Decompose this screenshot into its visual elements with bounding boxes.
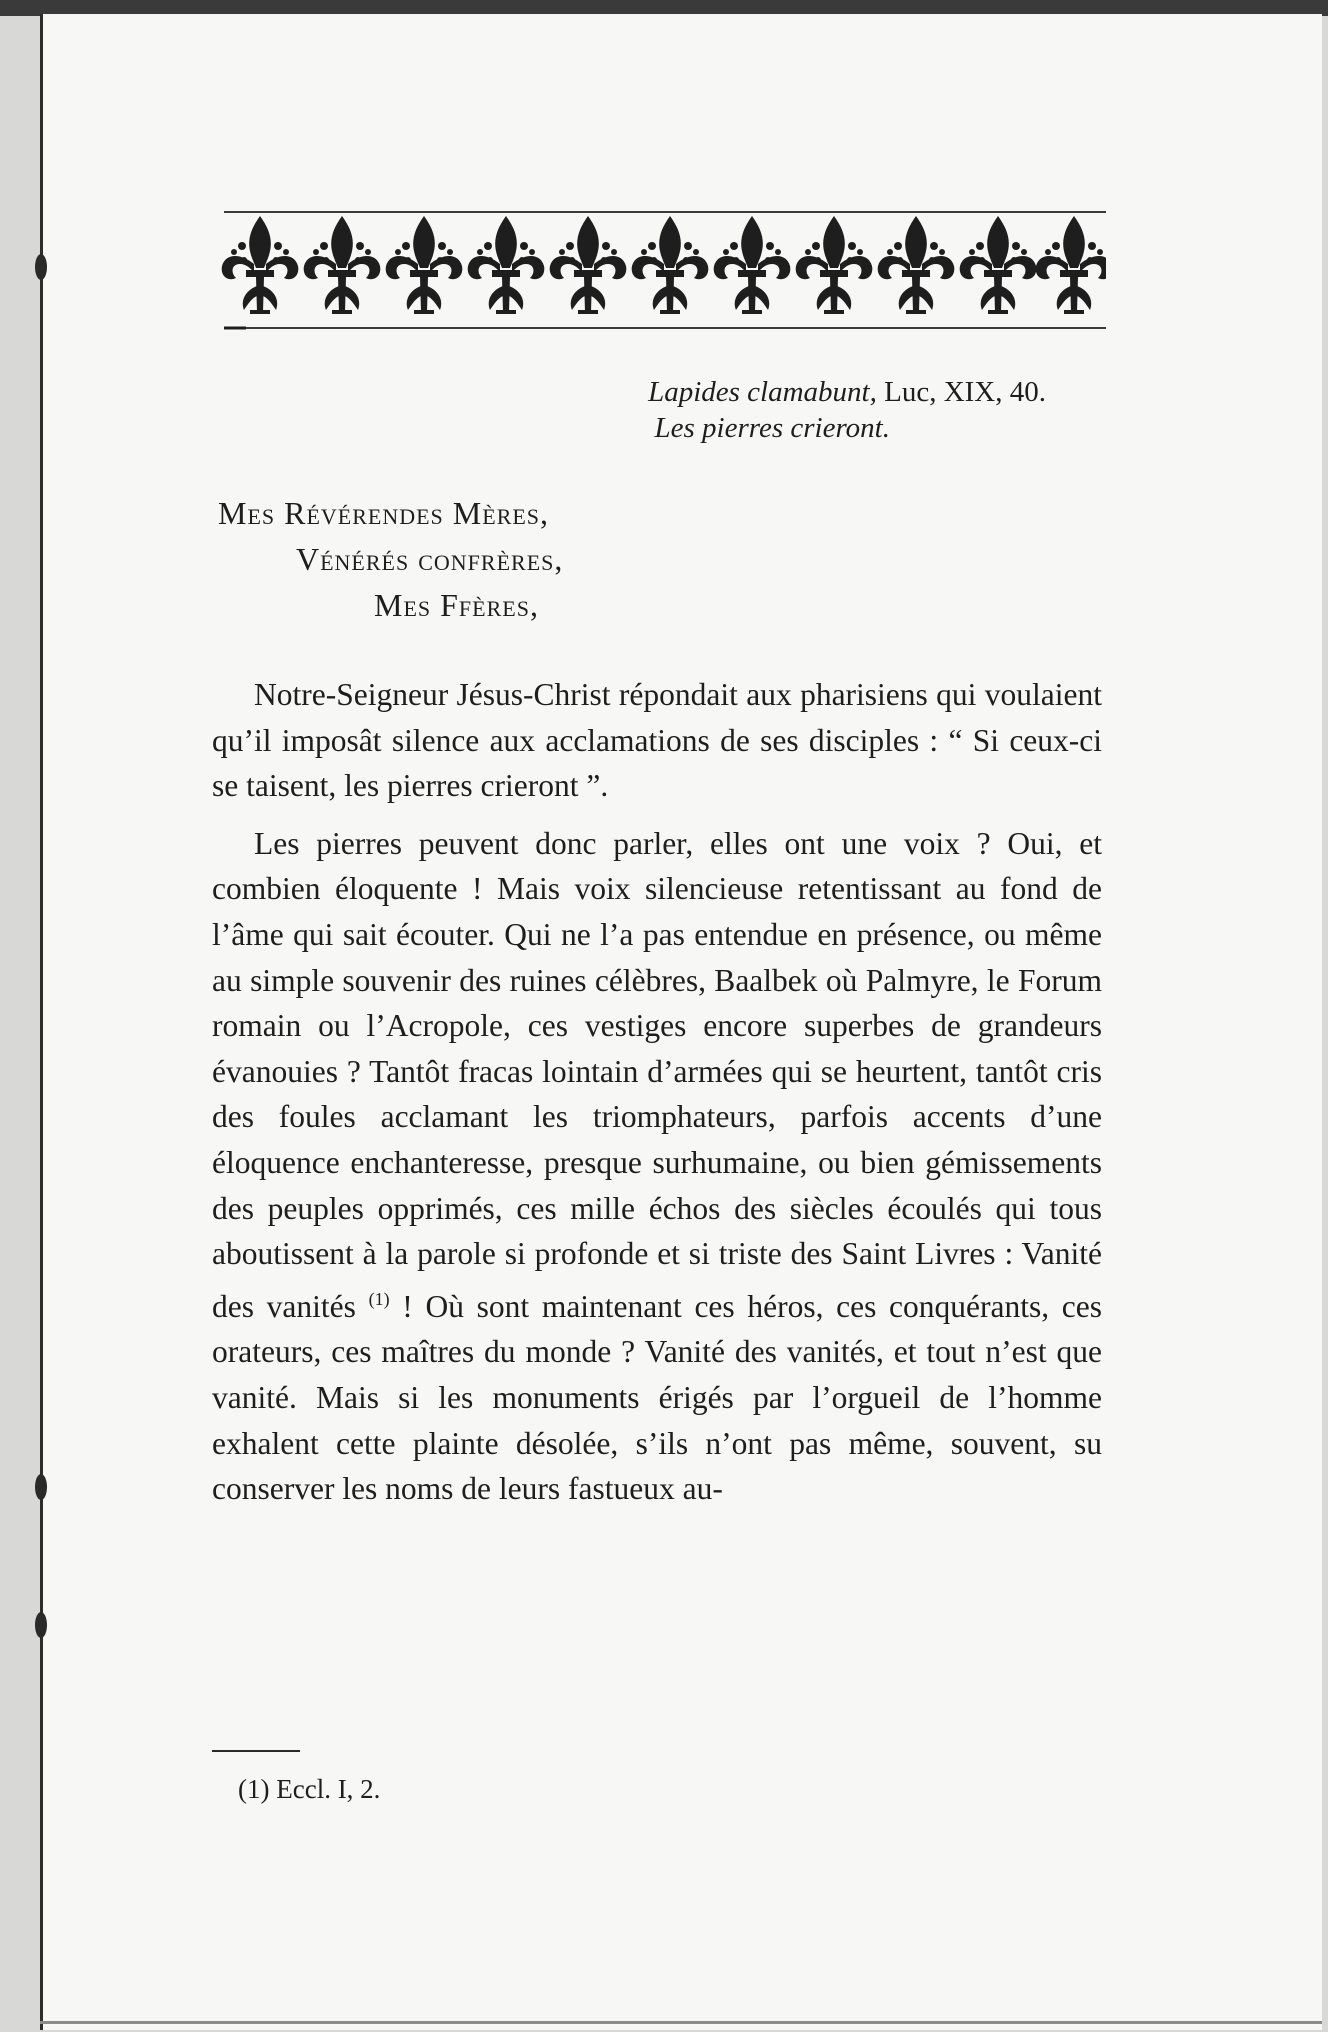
footnote-marker: (1) xyxy=(368,1288,390,1309)
paragraph xyxy=(212,821,1102,1512)
binding-mark xyxy=(35,1474,47,1500)
binding-mark xyxy=(35,1612,47,1638)
epigraph-latin-line xyxy=(184,374,1046,410)
epigraph-translation: Les pierres crieront. xyxy=(654,412,890,444)
footnote: (1) Eccl. I, 2. xyxy=(238,1774,381,1804)
fleur-de-lis-header-ornament xyxy=(184,196,1106,342)
epigraph xyxy=(184,374,1046,446)
binding-mark xyxy=(35,254,47,280)
salutation-line: Mes Ffères, xyxy=(374,587,539,623)
body-text xyxy=(212,672,1102,1524)
epigraph-latin: Lapides clamabunt, xyxy=(648,376,877,408)
page-bottom-edge xyxy=(40,2021,1322,2024)
paragraph-text: ! Où sont maintenant ces héros, ces conquérants, ces orateurs, ces maîtres du monde ? Vanité des vanités, et tout n’est que vanité. Mais si les monuments érigés par l’orgueil de l’homme exhalent cette plainte désolée, s’ils n’ont pas même, souvent, su conserver les noms de leurs fastueux au- xyxy=(212,1288,1103,1507)
salutation-line: Mes Révérendes Mères, xyxy=(218,495,550,531)
salutation-line: Vénérés confrères, xyxy=(296,541,564,577)
fleur-de-lis-band xyxy=(184,196,1106,342)
paragraph: Notre-Seigneur Jésus-Christ répondait aux pharisiens qui voulaient qu’il imposât silence aux acclamations de ses disciples : “ Si ceux-ci se taisent, les pierres crieront ”. xyxy=(212,677,1102,804)
footnote-separator xyxy=(212,1750,300,1752)
page-binding-edge xyxy=(40,14,43,2030)
salutation xyxy=(218,490,563,628)
paragraph-text: Les pierres peuvent donc parler, elles ont une voix ? Oui, et combien éloquente ! Mais voix silencieuse retentissant au fond de l’âme qui sait écouter. Qui ne l’a pas entendue en présence, ou même au simple souvenir des ruines célèbres, Baalbek où Palmyre, le Forum romain ou l’Acropole, ces vestiges encore superbes de grandeurs évanouies ? Tantôt fracas lointain d’armées qui se heurtent, tantôt cris des foules acclamant les triomphateurs, parfois accents d’une éloquence enchanteresse, presque surhumaine, ou bien gémissements des peuples opprimés, ces mille échos des siècles écoulés qui tous aboutissent à la parole si profonde et si triste des Saint Livres : Vanité des vanités xyxy=(212,825,1102,1324)
epigraph-reference: Luc, XIX, 40. xyxy=(884,376,1046,408)
